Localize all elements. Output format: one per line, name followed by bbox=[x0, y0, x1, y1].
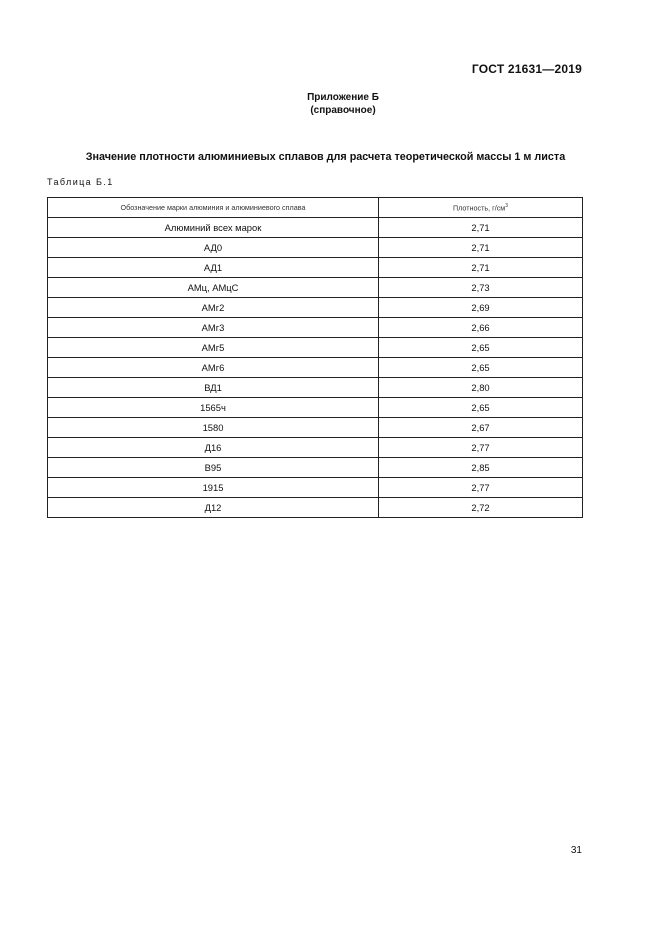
density-cell: 2,67 bbox=[379, 418, 583, 438]
table-row bbox=[48, 258, 583, 278]
grade-cell: В95 bbox=[48, 458, 379, 478]
density-header-label: Плотность, г/см bbox=[452, 203, 506, 213]
grade-cell: Д12 bbox=[48, 498, 379, 518]
table-caption: Таблица Б.1 bbox=[47, 177, 114, 187]
grade-cell: Д16 bbox=[48, 438, 379, 458]
table-row bbox=[48, 498, 583, 518]
density-column-header bbox=[379, 198, 583, 218]
density-cell: 2,65 bbox=[379, 358, 583, 378]
table-body bbox=[48, 218, 583, 518]
grade-cell: 1915 bbox=[48, 478, 379, 498]
density-cell: 2,73 bbox=[379, 278, 583, 298]
table-row bbox=[48, 278, 583, 298]
standard-code: ГОСТ 21631—2019 bbox=[471, 62, 582, 76]
density-cell: 2,71 bbox=[379, 258, 583, 278]
density-cell: 2,66 bbox=[379, 318, 583, 338]
grade-cell: 1565ч bbox=[48, 398, 379, 418]
table-row bbox=[48, 398, 583, 418]
table-row bbox=[48, 458, 583, 478]
density-cell: 2,80 bbox=[379, 378, 583, 398]
table-row bbox=[48, 318, 583, 338]
page-number: 31 bbox=[570, 845, 582, 856]
table-row bbox=[48, 418, 583, 438]
table-row bbox=[48, 218, 583, 238]
table-row bbox=[48, 438, 583, 458]
density-cell: 2,65 bbox=[379, 398, 583, 418]
appendix-subtitle: (справочное) bbox=[310, 105, 376, 116]
density-cell: 2,77 bbox=[379, 438, 583, 458]
grade-cell: АМг3 bbox=[48, 318, 379, 338]
grade-column-header: Обозначение марки алюминия и алюминиевого сплава bbox=[48, 198, 379, 218]
density-header-unit-exponent: 3 bbox=[505, 202, 509, 209]
document-title bbox=[0, 151, 661, 163]
table-row bbox=[48, 238, 583, 258]
density-cell: 2,85 bbox=[379, 458, 583, 478]
grade-cell: 1580 bbox=[48, 418, 379, 438]
density-cell: 2,65 bbox=[379, 338, 583, 358]
density-cell: 2,77 bbox=[379, 478, 583, 498]
grade-cell: АМг5 bbox=[48, 338, 379, 358]
grade-cell: ВД1 bbox=[48, 378, 379, 398]
density-cell: 2,72 bbox=[379, 498, 583, 518]
grade-cell: АМг2 bbox=[48, 298, 379, 318]
table-header-row bbox=[48, 198, 583, 218]
grade-cell: АМц, АМцС bbox=[48, 278, 379, 298]
appendix-title: Приложение Б bbox=[307, 92, 379, 103]
table-row bbox=[48, 358, 583, 378]
document-title-text: Значение плотности алюминиевых сплавов для расчета теоретической массы 1 м листа bbox=[85, 151, 566, 163]
density-cell: 2,71 bbox=[379, 238, 583, 258]
table-row bbox=[48, 338, 583, 358]
table-row bbox=[48, 478, 583, 498]
grade-cell: АД0 bbox=[48, 238, 379, 258]
table-row bbox=[48, 298, 583, 318]
grade-cell: АД1 bbox=[48, 258, 379, 278]
density-cell: 2,71 bbox=[379, 218, 583, 238]
density-cell: 2,69 bbox=[379, 298, 583, 318]
table-row bbox=[48, 378, 583, 398]
appendix-heading bbox=[0, 91, 661, 117]
density-table bbox=[47, 197, 583, 518]
grade-cell: Алюминий всех марок bbox=[48, 218, 379, 238]
grade-cell: АМг6 bbox=[48, 358, 379, 378]
